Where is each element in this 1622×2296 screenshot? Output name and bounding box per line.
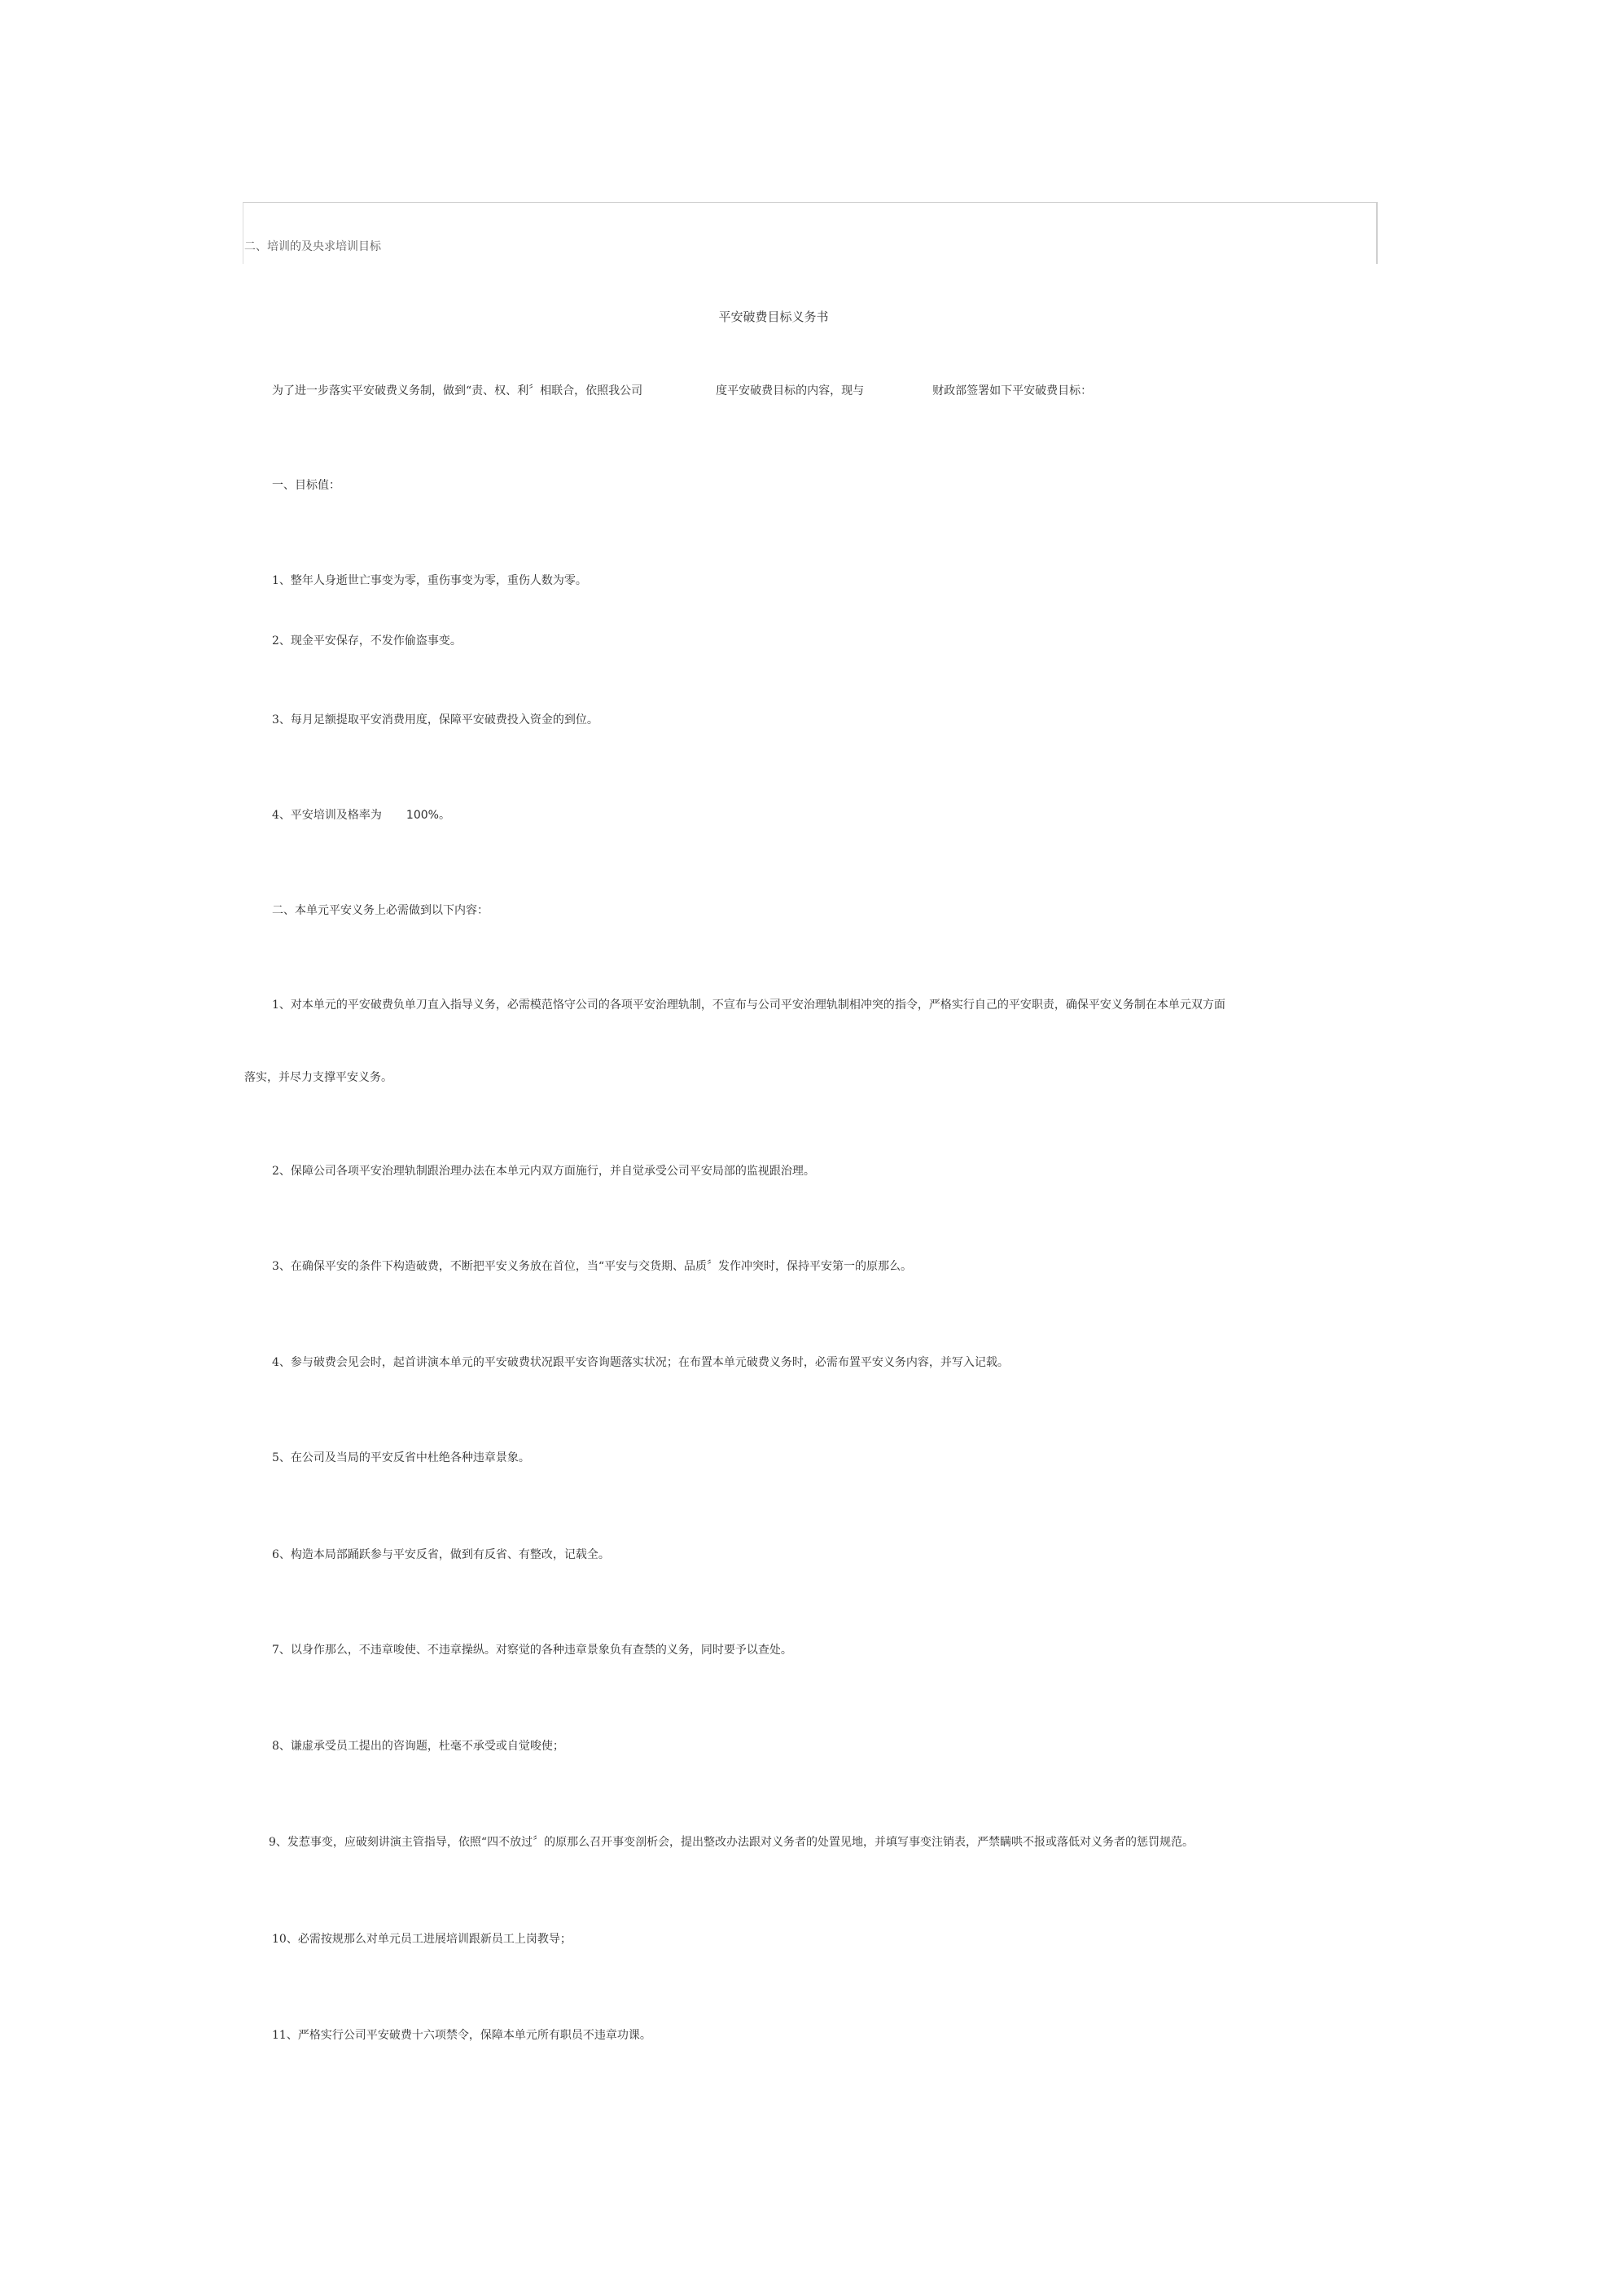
duty-item-1: 1、对本单元的平安破费负单刀直入指导义务，必需模范恪守公司的各项平安治理轨制，不宣布与公司平安治理轨制相冲突的指令，严格实行自己的平安职责，确保平安义务制在本单元双方面: [272, 999, 1225, 1012]
target-item-2: 2、现金平安保存，不发作偷盗事变。: [272, 634, 462, 648]
duty-item-6: 6、构造本局部踊跃参与平安反省，做到有反省、有整改，记载全。: [272, 1548, 610, 1561]
duty-item-1-continued: 落实，并尽力支撑平安义务。: [244, 1071, 392, 1084]
intro-part-2: 度平安破费目标的内容，现与: [716, 384, 865, 397]
target-4-value: 100%。: [406, 809, 450, 822]
duty-item-9: 9、发惹事变，应破刻讲演主管指导，依照“四不放过〞的原那么召开事变剖析会，提出整改办法跟对义务者的处置见地，并填写事变注销表，严禁瞒哄不报或落低对义务者的惩罚规范。: [269, 1836, 1195, 1849]
duty-item-4: 4、参与破费会见会时，起首讲演本单元的平安破费状况跟平安咨询题落实状况；在布置本单元破费义务时，必需布置平安义务内容，并写入记载。: [272, 1356, 1009, 1369]
duty-item-5: 5、在公司及当局的平安反省中杜绝各种违章景象。: [272, 1451, 530, 1464]
section-2-heading: 二、本单元平安义务上必需做到以下内容：: [272, 904, 489, 917]
intro-part-1: 为了进一步落实平安破费义务制，做到“责、权、利〞相联合，依照我公司: [272, 384, 643, 397]
header-box: [243, 202, 1378, 264]
duty-item-8: 8、谦虚承受员工提出的咨询题，杜毫不承受或自觉唆使；: [272, 1740, 564, 1753]
duty-item-3: 3、在确保平安的条件下构造破费，不断把平安义务放在首位，当“平安与交货期、品质〞发作冲突时，保持平安第一的原那么。: [272, 1260, 913, 1273]
intro-paragraph: [272, 382, 1092, 398]
section-1-heading: 一、目标值：: [272, 479, 340, 492]
target-item-3: 3、每月足额提取平安消费用度，保障平安破费投入资金的到位。: [272, 713, 598, 727]
duty-item-10: 10、必需按规那么对单元员工进展培训跟新员工上岗教导；: [272, 1933, 572, 1946]
intro-part-3: 财政部签署如下平安破费目标：: [932, 384, 1093, 397]
duty-item-2: 2、保障公司各项平安治理轨制跟治理办法在本单元内双方面施行，并自觉承受公司平安局部的监视跟治理。: [272, 1165, 815, 1178]
target-item-1: 1、整年人身逝世亡事变为零，重伤事变为零，重伤人数为零。: [272, 574, 587, 587]
duty-item-7: 7、以身作那么，不违章唆使、不违章操纵。对察觉的各种违章景象负有查禁的义务，同时要予以查处。: [272, 1644, 792, 1657]
header-section-label: 二、培训的及央求培训目标: [244, 240, 381, 253]
target-item-4: [272, 806, 450, 823]
duty-item-11: 11、严格实行公司平安破费十六项禁令，保障本单元所有职员不违章功课。: [272, 2029, 651, 2042]
document-title: 平安破费目标义务书: [718, 309, 829, 324]
target-4-label: 4、平安培训及格率为: [272, 809, 382, 822]
